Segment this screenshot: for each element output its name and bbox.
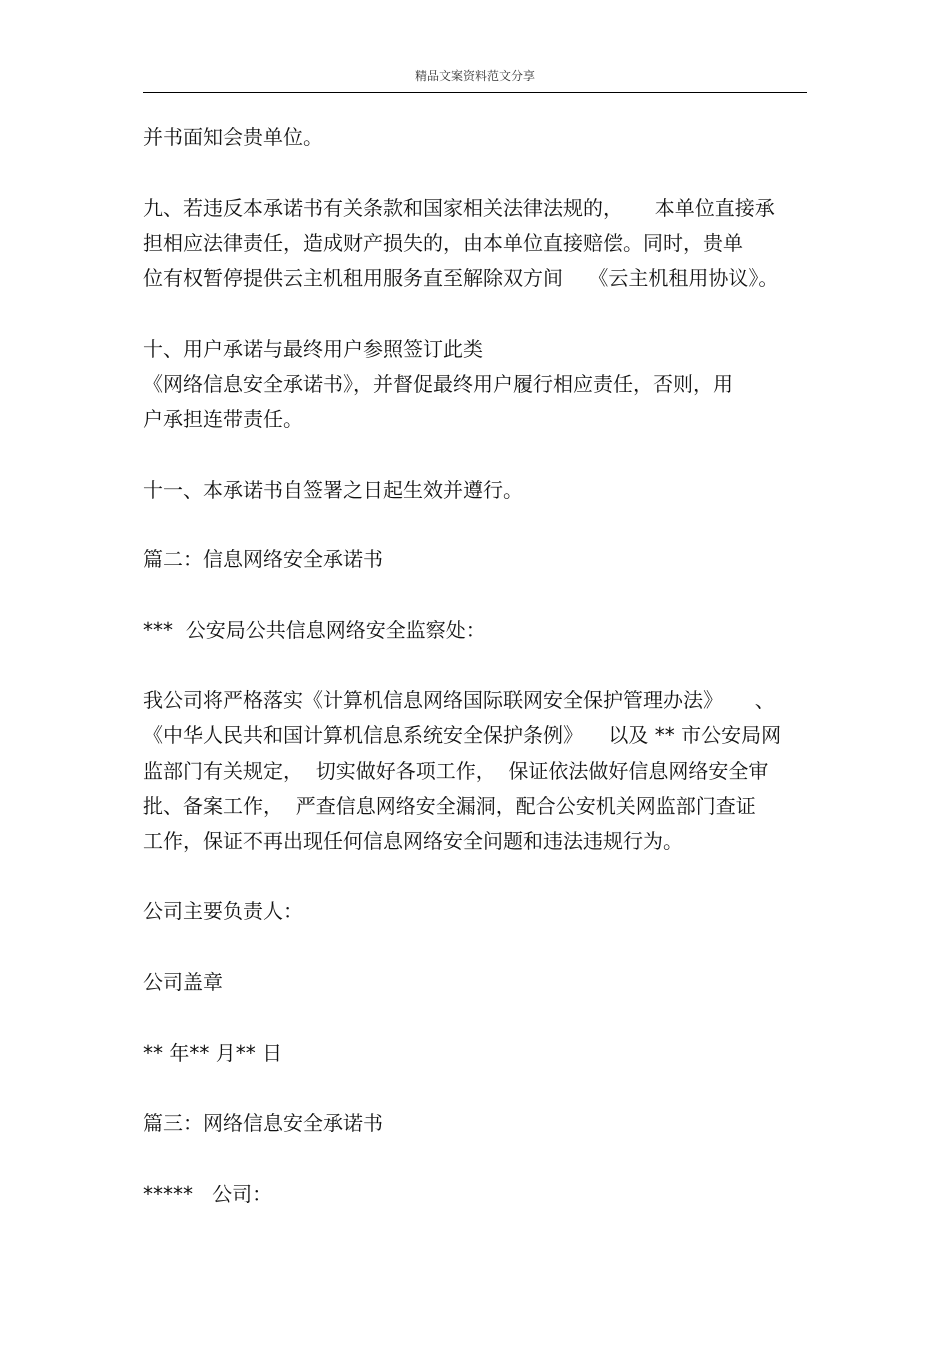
paragraph-line: 工作，保证不再出现任何信息网络安全问题和违法违规行为。: [143, 829, 683, 853]
paragraph-line: 《中华人民共和国计算机信息系统安全保护条例》 以及 ** 市公安局网: [143, 723, 782, 747]
header-text: 精品文案资料范文分享: [414, 69, 535, 83]
paragraph-line: 并书面知会贵单位。: [143, 125, 323, 149]
paragraph-line: 《网络信息安全承诺书》，并督促最终用户履行相应责任，否则，用: [143, 372, 733, 396]
seal-label: 公司盖章: [143, 970, 223, 994]
signature-label: 公司主要负责人：: [143, 899, 303, 923]
paragraph-line: 我公司将严格落实《计算机信息网络国际联网安全保护管理办法》 、: [143, 688, 775, 712]
paragraph-line: 十一、本承诺书自签署之日起生效并遵行。: [143, 478, 523, 502]
paragraph-line: 户承担连带责任。: [143, 407, 303, 431]
addressee-line: *** 公安局公共信息网络安全监察处：: [143, 618, 486, 642]
paragraph-line: 担相应法律责任，造成财产损失的，由本单位直接赔偿。同时，贵单: [143, 231, 743, 255]
paragraph-line: 九、若违反本承诺书有关条款和国家相关法律法规的， 本单位直接承: [143, 196, 775, 220]
paragraph-line: 位有权暂停提供云主机租用服务直至解除双方间 《云主机租用协议》。: [143, 266, 779, 290]
section-heading: 篇二：信息网络安全承诺书: [143, 547, 383, 571]
page-header: [143, 62, 807, 93]
paragraph-line: 批、备案工作， 严查信息网络安全漏洞，配合公安机关网监部门查证: [143, 794, 756, 818]
paragraph-line: 十、用户承诺与最终用户参照签订此类: [143, 337, 483, 361]
addressee-line: ***** 公司：: [143, 1182, 273, 1206]
section-heading: 篇三：网络信息安全承诺书: [143, 1111, 383, 1135]
date-line: ** 年** 月** 日: [143, 1041, 283, 1065]
paragraph-line: 监部门有关规定， 切实做好各项工作， 保证依法做好信息网络安全审: [143, 759, 769, 783]
